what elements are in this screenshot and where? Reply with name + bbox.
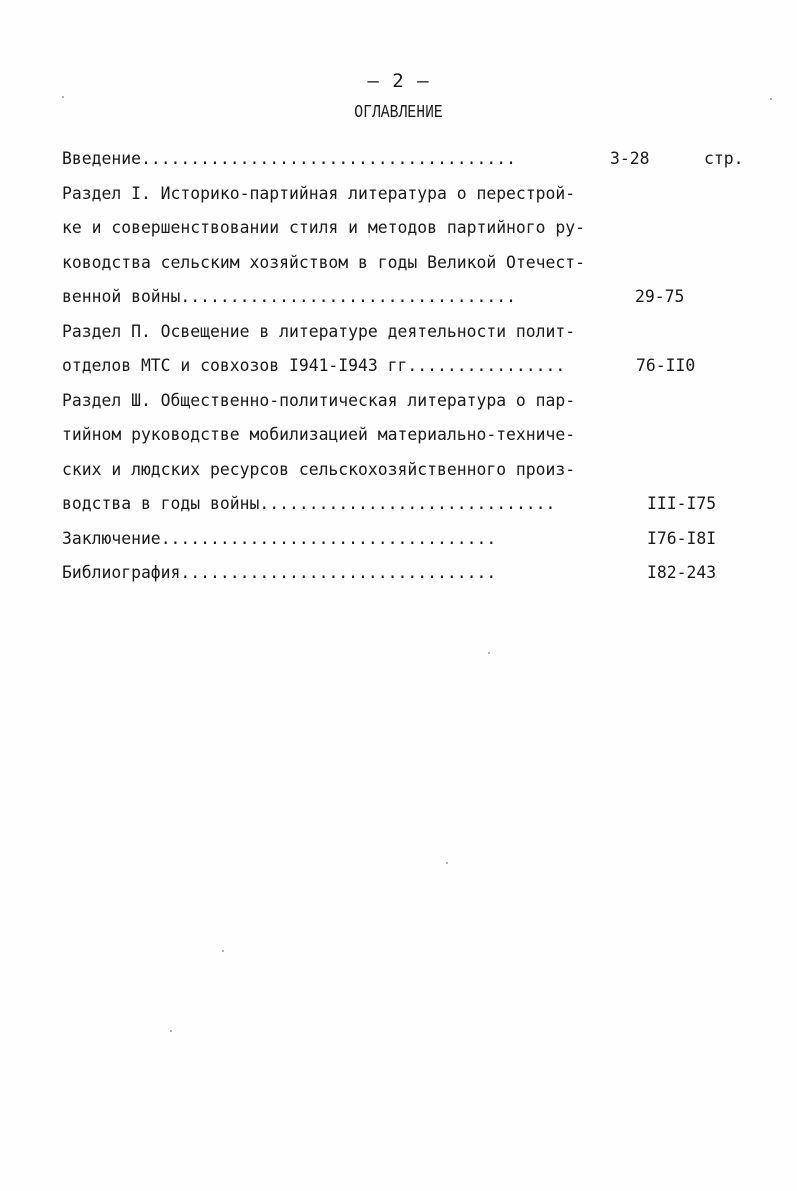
toc-page-range: I76-I8I — [647, 528, 717, 548]
scan-speck — [488, 652, 490, 654]
toc-page-range: 29-75 — [635, 287, 685, 306]
scan-speck — [446, 862, 448, 864]
toc-page-range: 76-II0 — [636, 356, 696, 375]
toc-entry-section-2[interactable] — [62, 315, 762, 384]
toc-entry-title: Библиография — [62, 563, 181, 582]
toc-entry-section-3[interactable] — [62, 384, 762, 522]
toc-page-unit: стр. — [704, 149, 744, 168]
dot-leader: ............... — [417, 356, 566, 375]
toc-entry-line: водства в годы войны — [62, 494, 260, 513]
toc-entry-title: Заключение — [62, 528, 161, 548]
dot-leader: .................................. — [160, 528, 497, 548]
page-title: ОГЛАВЛЕНИЕ — [354, 103, 443, 123]
toc-entry-line: отделов МТС и совхозов I941-I943 гг. — [62, 356, 418, 375]
page-number: – 2 – — [367, 70, 430, 92]
scan-speck — [170, 1030, 172, 1032]
toc-entry-line: Раздел Ш. Общественно-политическая литература о пар- — [62, 390, 576, 410]
toc-entry-title: Введение — [62, 149, 141, 168]
toc-entry-introduction[interactable] — [62, 142, 762, 177]
toc-entry-conclusion[interactable] — [62, 522, 762, 557]
scan-speck — [62, 96, 64, 98]
toc-entry-line: тийном руководстве мобилизацией материально-техниче- — [62, 425, 576, 444]
dot-leader: .................................. — [180, 287, 516, 306]
dot-leader: .............................. — [259, 494, 556, 513]
dot-leader: ...................................... — [140, 149, 516, 168]
toc-entry-bibliography[interactable] — [62, 556, 762, 591]
toc-entry-line: ских и людских ресурсов сельскохозяйственного произ- — [62, 459, 576, 479]
scan-speck — [770, 98, 772, 100]
toc-page-range: I82-243 — [647, 563, 717, 582]
toc-entry-line: ководства сельским хозяйством в годы Великой Отечест- — [62, 252, 586, 272]
toc-page-range: III-I75 — [647, 494, 717, 513]
toc-page-range: 3-28 — [610, 149, 650, 168]
table-of-contents — [62, 142, 762, 591]
toc-entry-line: венной войны — [62, 287, 181, 306]
dot-leader: ................................ — [180, 563, 497, 582]
toc-entry-line: ке и совершенствовании стиля и методов партийного ру- — [62, 218, 586, 237]
toc-entry-section-1[interactable] — [62, 177, 762, 315]
scan-speck — [222, 950, 224, 952]
toc-entry-line: Раздел П. Освещение в литературе деятельности полит- — [62, 321, 576, 341]
toc-entry-line: Раздел I. Историко-партийная литература о перестрой- — [62, 183, 576, 203]
